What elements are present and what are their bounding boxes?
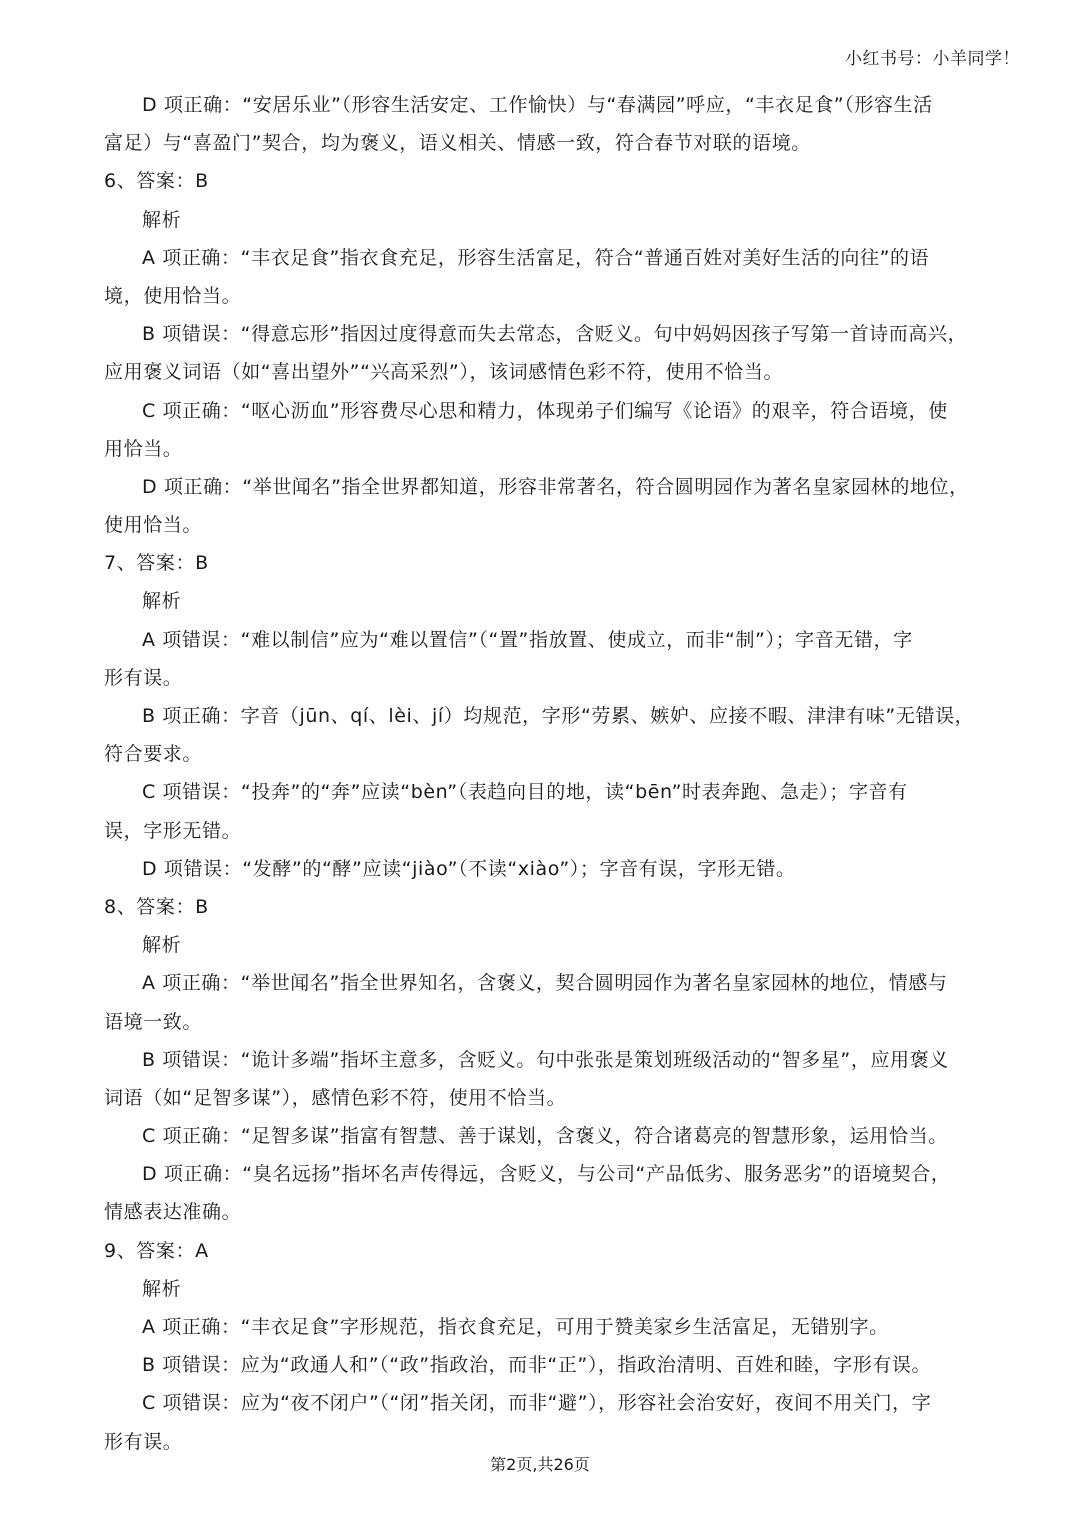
continuation-line: 语境一致。 (104, 1010, 203, 1033)
paragraph-line: C 项错误：“投奔”的“奔”应读“bèn”（表趋向目的地，读“bēn”时表奔跑、急走）；字音有 (142, 781, 908, 804)
continuation-line: 情感表达准确。 (104, 1201, 242, 1224)
watermark: 小红书号：小羊同学！ (845, 49, 1020, 69)
paragraph-line: 解析 (142, 934, 182, 957)
page-number: 第2页,共26页 (490, 1455, 590, 1474)
continuation-line: 符合要求。 (104, 743, 203, 766)
paragraph-line: A 项正确：“丰衣足食”字形规范，指衣食充足，可用于赞美家乡生活富足，无错别字。 (142, 1316, 889, 1338)
paragraph-line: 解析 (142, 208, 182, 231)
answer-heading: 7、答案：B (104, 552, 209, 575)
paragraph-line: 解析 (142, 590, 182, 613)
paragraph-line: D 项正确：“举世闻名”指全世界都知道，形容非常著名，符合圆明园作为著名皇家园林的地位， (142, 475, 969, 498)
paragraph-line: B 项正确：字音（jūn、qí、lèi、jí）均规范，字形“劳累、嫉妒、应接不暇、津津有味”无错误， (142, 705, 975, 727)
continuation-line: 使用恰当。 (104, 514, 203, 537)
answer-heading: 8、答案：B (104, 895, 209, 918)
paragraph-line: D 项正确：“臭名远扬”指坏名声传得远，含贬义，与公司“产品低劣、服务恶劣”的语境契合， (142, 1163, 951, 1186)
paragraph-line: C 项正确：“足智多谋”指富有智慧、善于谋划，含褒义，符合诸葛亮的智慧形象，运用恰当。 (142, 1125, 948, 1148)
paragraph-line: A 项正确：“举世闻名”指全世界知名，含褒义，契合圆明园作为著名皇家园林的地位，情感与 (142, 972, 948, 995)
paragraph-line: C 项正确：“呕心沥血”形容费尽心思和精力，体现弟子们编写《论语》的艰辛，符合语境，使 (142, 399, 948, 422)
answer-content (104, 86, 976, 1461)
paragraph-line: C 项错误：应为“夜不闭户”（“闭”指关闭，而非“避”），形容社会治安好，夜间不用关门，字 (142, 1392, 932, 1415)
continuation-line: 境，使用恰当。 (104, 284, 242, 307)
continuation-line: 词语（如“足智多谋”），感情色彩不符，使用不恰当。 (104, 1086, 567, 1109)
answer-heading: 6、答案：B (104, 170, 209, 193)
answer-heading: 9、答案：A (104, 1239, 209, 1262)
paragraph-line: B 项错误：“诡计多端”指坏主意多，含贬义。句中张张是策划班级活动的“智多星”，应用褒义 (142, 1048, 949, 1071)
paragraph-line: D 项错误：“发酵”的“酵”应读“jiào”（不读“xiào”）；字音有误，字形无错。 (142, 857, 796, 880)
continuation-line: 形有误。 (104, 1430, 183, 1453)
continuation-line: 应用褒义词语（如“喜出望外”“兴高采烈”），该词感情色彩不符，使用不恰当。 (104, 361, 784, 384)
paragraph-line: A 项正确：“丰衣足食”指衣食充足，形容生活富足，符合“普通百姓对美好生活的向往”的语 (142, 246, 930, 269)
continuation-line: 用恰当。 (104, 437, 183, 460)
paragraph-line: A 项错误：“难以制信”应为“难以置信”（“置”指放置、使成立，而非“制”）；字音无错，字 (142, 628, 913, 651)
continuation-line: 形有误。 (104, 666, 183, 689)
continuation-line: 误，字形无错。 (104, 819, 242, 842)
paragraph-line: 解析 (142, 1277, 182, 1300)
continuation-line: 富足）与“喜盈门”契合，均为褒义，语义相关、情感一致，符合春节对联的语境。 (104, 132, 811, 155)
paragraph-line: B 项错误：应为“政通人和”（“政”指政治，而非“正”），指政治清明、百姓和睦，字形有误。 (142, 1354, 932, 1377)
paragraph-line: B 项错误：“得意忘形”指因过度得意而失去常态，含贬义。句中妈妈因孩子写第一首诗而高兴， (142, 323, 968, 346)
paragraph-line: D 项正确：“安居乐业”（形容生活安定、工作愉快）与“春满园”呼应，“丰衣足食”（形容生活 (142, 94, 933, 116)
